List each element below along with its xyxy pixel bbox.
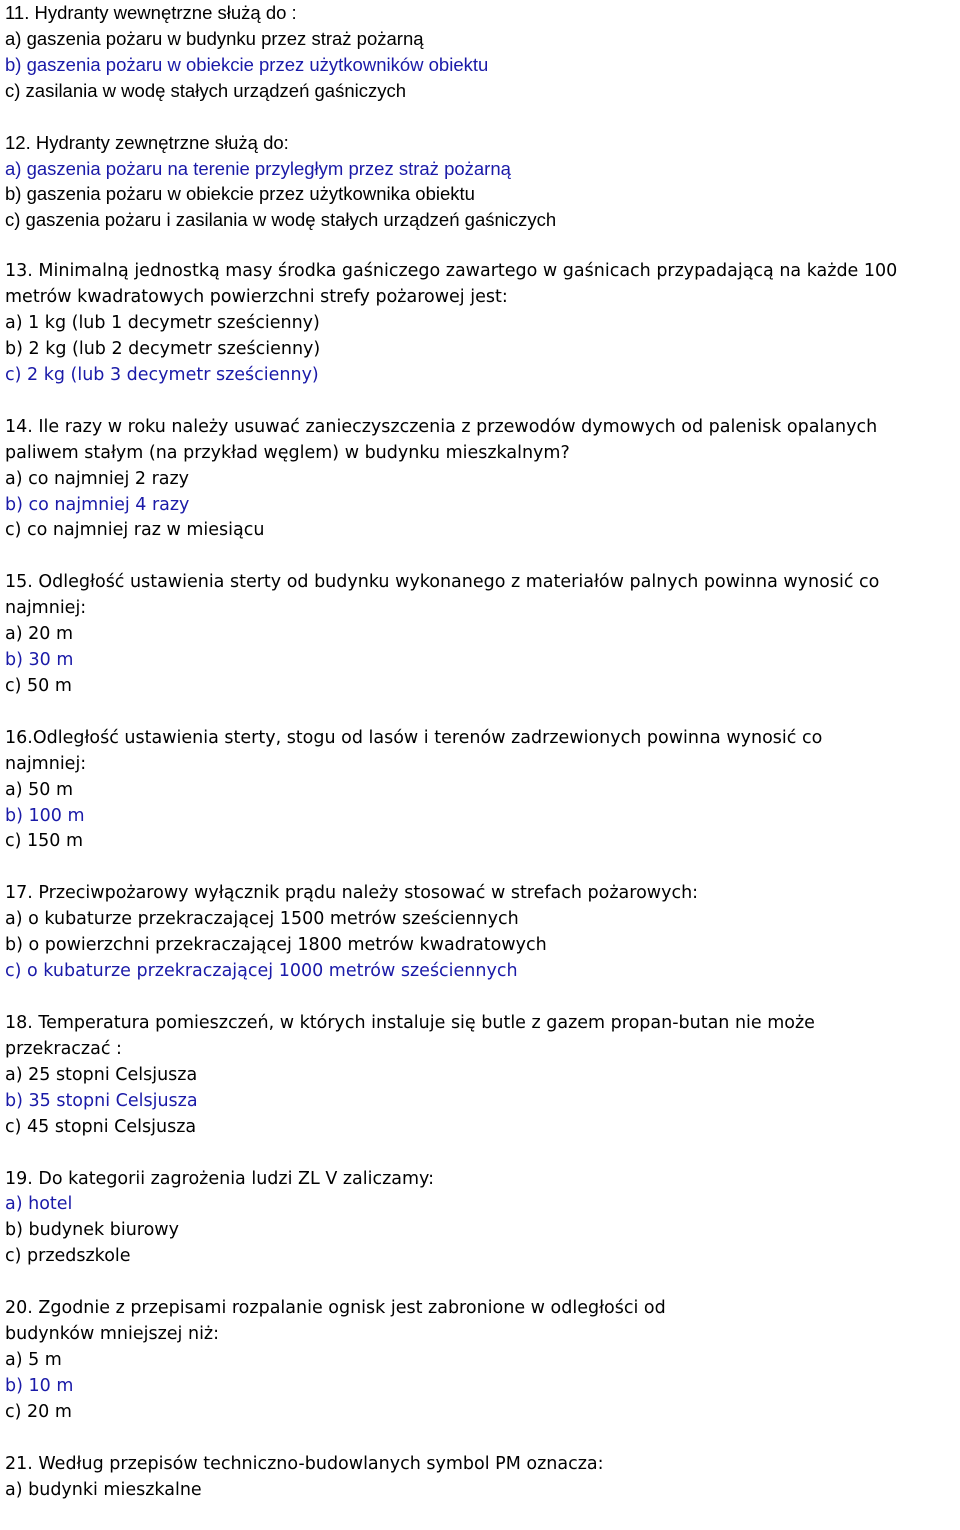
question-block [5,881,955,985]
answer-option: c) przedszkole [5,1246,131,1267]
question-text [5,881,955,907]
correct-answer-option: b) 35 stopni Celsjusza [5,1090,198,1111]
answer-option: c) 20 m [5,1401,72,1422]
question-text [5,130,955,156]
question-line: 17. Przeciwpożarowy wyłącznik prądu należy stosować w strefach pożarowych: [5,883,699,904]
answer-option: a) 5 m [5,1349,62,1370]
question-block [5,130,955,234]
answer-option: b) 2 kg (lub 2 decymetr sześcienny) [5,338,321,359]
question-block [5,570,955,700]
question-line: 16.Odległość ustawienia sterty, stogu od lasów i terenów zadrzewionych powinna wynosić co [5,727,823,748]
answer-option: c) zasilania w wodę stałych urządzeń gaśniczych [5,79,407,101]
answer-option: c) 150 m [5,831,84,852]
answer-option: a) 50 m [5,779,73,800]
question-line: 12. Hydranty zewnętrzne służą do: [5,131,289,153]
question-block [5,726,955,856]
answer-option: a) 1 kg (lub 1 decymetr sześcienny) [5,313,320,334]
question-block [5,1011,955,1141]
correct-answer-option: b) gaszenia pożaru w obiekcie przez użytkowników obiektu [5,53,489,75]
correct-answer-option: b) 30 m [5,650,74,671]
question-text [5,0,955,26]
question-block [5,259,955,389]
question-block [5,1296,955,1426]
question-text [5,1296,955,1348]
question-block [5,1452,955,1504]
question-text [5,415,955,467]
question-block [5,1167,955,1271]
question-line: 13. Minimalną jednostką masy środka gaśniczego zawartego w gaśnicach przypadającą na każde 100 [5,261,898,282]
correct-answer-option: a) hotel [5,1194,73,1215]
document-page [5,0,955,1530]
question-line: 21. Według przepisów techniczno-budowlanych symbol PM oznacza: [5,1453,604,1474]
answer-option: a) 20 m [5,624,73,645]
correct-answer-option: b) 10 m [5,1375,74,1396]
question-line: paliwem stałym (na przykład węglem) w budynku mieszkalnym? [5,442,570,463]
answer-option: b) o powierzchni przekraczającej 1800 metrów kwadratowych [5,935,547,956]
question-line: najmniej: [5,598,87,619]
question-text [5,726,955,778]
answer-option: c) gaszenia pożaru i zasilania w wodę stałych urządzeń gaśniczych [5,209,557,231]
answer-option: a) budynki mieszkalne [5,1479,202,1500]
correct-answer-option: b) 100 m [5,805,85,826]
question-line: 18. Temperatura pomieszczeń, w których instaluje się butle z gazem propan-butan nie może [5,1013,815,1033]
answer-option: a) gaszenia pożaru w budynku przez straż pożarną [5,27,424,49]
question-line: metrów kwadratowych powierzchni strefy pożarowej jest: [5,287,508,308]
answer-option: c) 45 stopni Celsjusza [5,1116,197,1137]
correct-answer-option: c) 2 kg (lub 3 decymetr sześcienny) [5,364,319,385]
answer-option: c) co najmniej raz w miesiącu [5,520,265,541]
question-line: 19. Do kategorii zagrożenia ludzi ZL V zaliczamy: [5,1168,435,1189]
question-block [5,0,955,104]
question-text [5,570,955,622]
answer-option: c) 50 m [5,675,72,696]
answer-option: b) gaszenia pożaru w obiekcie przez użytkownika obiektu [5,183,475,205]
correct-answer-option: a) gaszenia pożaru na terenie przyległym przez straż pożarną [5,157,511,179]
question-line: najmniej: [5,753,87,774]
question-line: budynków mniejszej niż: [5,1324,220,1345]
question-line: przekraczać : [5,1038,122,1059]
answer-option: b) budynek biurowy [5,1220,179,1241]
question-line: 11. Hydranty wewnętrzne służą do : [5,2,297,23]
question-block [5,415,955,545]
question-text [5,1167,955,1193]
question-text [5,259,955,311]
answer-option: a) co najmniej 2 razy [5,468,190,489]
correct-answer-option: c) o kubaturze przekraczającej 1000 metrów sześciennych [5,961,518,982]
question-line: 20. Zgodnie z przepisami rozpalanie ognisk jest zabronione w odległości od [5,1298,666,1319]
answer-option: a) 25 stopni Celsjusza [5,1064,198,1085]
question-text [5,1011,955,1063]
question-text [5,1452,955,1478]
question-line: 15. Odległość ustawienia sterty od budynku wykonanego z materiałów palnych powinna wynosić co [5,572,880,593]
question-line: 14. Ile razy w roku należy usuwać zanieczyszczenia z przewodów dymowych od palenisk opalanych [5,416,878,437]
correct-answer-option: b) co najmniej 4 razy [5,494,190,515]
answer-option: a) o kubaturze przekraczającej 1500 metrów sześciennych [5,909,519,930]
